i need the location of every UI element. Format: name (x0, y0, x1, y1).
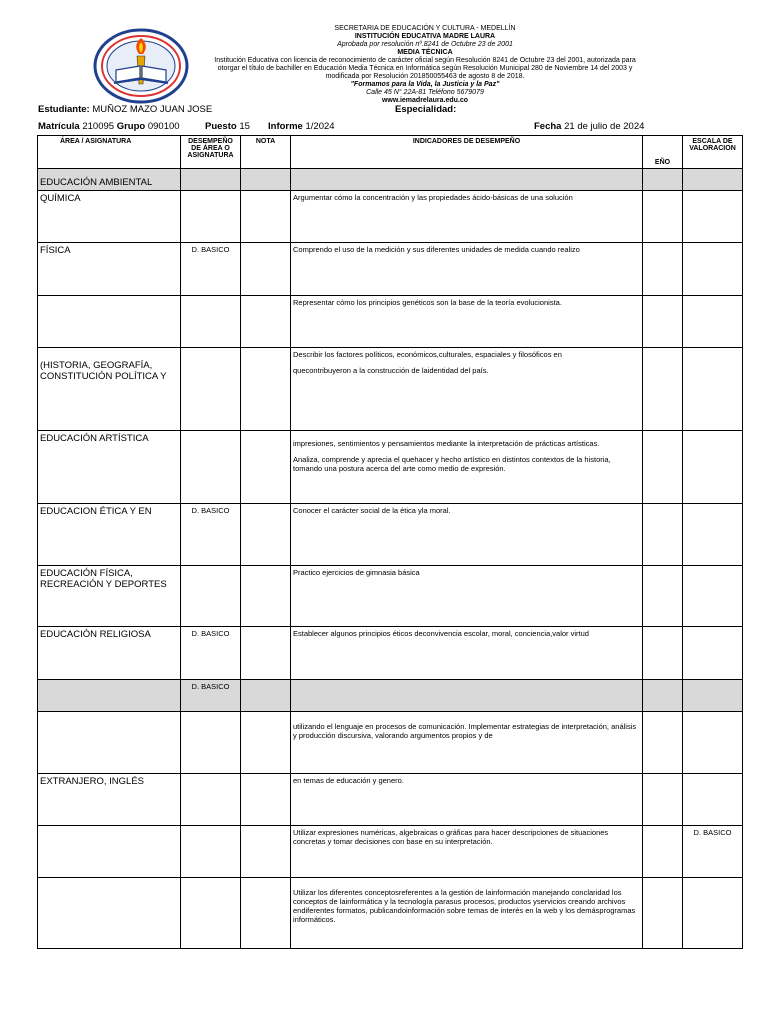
header-line: "Formamos para la Vida, la Justicia y la Paz" (350, 81, 500, 88)
escala-cell (683, 774, 743, 826)
eno-cell (643, 627, 683, 680)
indicator-text: Establecer algunos principios éticos deconvivencia escolar, moral, conciencia,valor virtud (293, 629, 589, 638)
nota-cell (241, 504, 291, 566)
escala-cell (683, 680, 743, 712)
indicadores-cell (291, 627, 643, 680)
table-row (38, 627, 743, 680)
header-line: Calle 45 N° 22A-81 Teléfono 5679079 (366, 89, 484, 96)
eno-cell (643, 504, 683, 566)
area-cell: QUÍMICA (38, 191, 181, 243)
indicadores-cell (291, 826, 643, 878)
eno-cell (643, 431, 683, 504)
indicator-text: Argumentar cómo la concentración y las propiedades ácido-básicas de una solución (293, 193, 573, 202)
indicator-text: en temas de educación y genero. (293, 776, 404, 785)
indicator-text: Utilizar expresiones numéricas, algebraicas o gráficas para hacer descripciones de situaciones concretas y tomar decisiones con base en su interpretación. (293, 828, 609, 846)
header-area: ÁREA / ASIGNATURA (38, 136, 181, 169)
header-line: otorgar el título de bachiller en Educación Media Técnica en Informática según Resolución Municipal 280 de Noviembre 14 del 2003 y (217, 65, 633, 72)
indicadores-cell (291, 191, 643, 243)
desempeno-cell: D. BASICO (181, 504, 241, 566)
indicator-text: impresiones, sentimientos y pensamientos mediante la interpretación de prácticas artísticas. (293, 439, 600, 448)
desempeno-cell (181, 431, 241, 504)
indicator-text: Comprendo el uso de la medición y sus diferentes unidades de medida cuando realizo (293, 245, 580, 254)
escala-cell (683, 566, 743, 627)
indicator-text: quecontribuyeron a la construcción de laidentidad del país. (293, 366, 489, 375)
header-line: INSTITUCIÓN EDUCATIVA MADRE LAURA (354, 33, 496, 40)
matricula-line (38, 121, 180, 132)
header-line: modificada por Resolución 201850055463 de agosto 8 de 2018. (325, 73, 525, 80)
desempeno-cell (181, 566, 241, 627)
estudiante-label: Estudiante: (38, 104, 90, 115)
eno-cell (643, 348, 683, 431)
escala-cell (683, 878, 743, 949)
area-cell: FÍSICA (38, 243, 181, 296)
eno-cell (643, 191, 683, 243)
nota-cell (241, 878, 291, 949)
nota-cell (241, 712, 291, 774)
puesto-line (205, 121, 250, 132)
eno-cell (643, 878, 683, 949)
indicator-text: Analiza, comprende y aprecia el quehacer y hecho artístico en distintos contextos de la historia, tomando una postura acerca del arte como medio de expresión. (293, 455, 611, 473)
grupo-value: 090100 (147, 121, 180, 132)
nota-cell (241, 243, 291, 296)
eno-cell (643, 296, 683, 348)
table-row (38, 169, 743, 191)
nota-cell (241, 296, 291, 348)
desempeno-cell (181, 826, 241, 878)
fecha-label: Fecha (534, 121, 562, 132)
indicadores-cell (291, 348, 643, 431)
table-header-row (38, 136, 743, 169)
escala-cell: D. BASICO (683, 826, 743, 878)
indicadores-cell (291, 243, 643, 296)
area-cell (38, 680, 181, 712)
indicadores-cell (291, 296, 643, 348)
table-row (38, 826, 743, 878)
informe-value: 1/2024 (305, 121, 335, 132)
area-cell: EXTRANJERO, INGLÉS (38, 774, 181, 826)
area-cell (38, 712, 181, 774)
nota-cell (241, 348, 291, 431)
indicadores-cell (291, 712, 643, 774)
indicator-text: Representar cómo los principios genéticos son la base de la teoría evolucionista. (293, 298, 562, 307)
table-row (38, 296, 743, 348)
header-eno: EÑO (643, 136, 683, 169)
escala-cell (683, 712, 743, 774)
especialidad-label: Especialidad: (395, 104, 457, 115)
eno-cell (643, 774, 683, 826)
informe-line (268, 121, 335, 132)
eno-cell (643, 243, 683, 296)
indicator-text: Describir los factores políticos, económicos,culturales, espaciales y filosóficos en (293, 350, 562, 359)
indicator-text: Practico ejercicios de gimnasia básica (293, 568, 420, 577)
desempeno-cell (181, 774, 241, 826)
eno-cell (643, 680, 683, 712)
table-row (38, 431, 743, 504)
institution-header (180, 25, 670, 105)
eno-cell (643, 566, 683, 627)
fecha-value: 21 de julio de 2024 (564, 121, 645, 132)
header-line: Aprobada por resolución nº.8241 de Octubre 23 de 2001 (337, 41, 513, 48)
desempeno-cell: D. BASICO (181, 680, 241, 712)
eno-cell (643, 712, 683, 774)
header-line: SECRETARIA DE EDUCACIÓN Y CULTURA - MEDELLÍN (334, 25, 516, 32)
nota-cell (241, 627, 291, 680)
area-cell (38, 296, 181, 348)
header-line: MEDIA TÉCNICA (397, 49, 453, 56)
student-line (38, 104, 212, 115)
nota-cell (241, 566, 291, 627)
table-row (38, 191, 743, 243)
area-cell: EDUCACIÓN ARTÍSTICA (38, 431, 181, 504)
header-desempeno: DESEMPEÑO DE ÁREA O ASIGNATURA (181, 136, 241, 169)
header-line: Institución Educativa con licencia de reconocimiento de carácter oficial según Resolución 8241 de Octubre 23 del 2001, autorizada para (214, 57, 636, 64)
indicator-text: Utilizar los diferentes conceptosreferentes a la gestión de lainformación manejando conclaridad los conceptos de lainformática y la tecnología parasus procesos, productos yservicios creando archivos endiferentes formatos, publicandoinformación sobre temas de interés en la web y los demásprogramas informáticos. (293, 888, 636, 924)
area-cell: EDUCACION ÉTICA Y EN (38, 504, 181, 566)
indicadores-cell (291, 431, 643, 504)
area-cell: (HISTORIA, GEOGRAFÍA, CONSTITUCIÓN POLÍTICA Y (38, 348, 181, 431)
desempeno-cell: D. BASICO (181, 627, 241, 680)
fecha-line (534, 121, 644, 132)
table-row (38, 566, 743, 627)
escala-cell (683, 169, 743, 191)
indicadores-cell (291, 169, 643, 191)
grupo-label: Grupo (116, 121, 146, 132)
area-cell (38, 826, 181, 878)
table-row (38, 504, 743, 566)
desempeno-cell (181, 296, 241, 348)
nota-cell (241, 774, 291, 826)
table-row (38, 712, 743, 774)
informe-label: Informe (268, 121, 303, 132)
header-indicadores: INDICADORES DE DESEMPEÑO (291, 136, 643, 169)
escala-cell (683, 348, 743, 431)
nota-cell (241, 680, 291, 712)
desempeno-cell: D. BASICO (181, 243, 241, 296)
desempeno-cell (181, 348, 241, 431)
indicator-text: utilizando el lenguaje en procesos de comunicación. Implementar estrategias de interpretación, análisis y producción discursiva, valorando argumentos propios y de (293, 722, 637, 740)
grades-table (37, 135, 743, 949)
table-row (38, 243, 743, 296)
matricula-value: 210095 (82, 121, 115, 132)
table-row (38, 878, 743, 949)
area-cell (38, 878, 181, 949)
matricula-label: Matrícula (38, 121, 80, 132)
escala-cell (683, 431, 743, 504)
area-cell: EDUCACIÓN RELIGIOSA (38, 627, 181, 680)
nota-cell (241, 169, 291, 191)
escala-cell (683, 627, 743, 680)
school-seal-logo (92, 26, 190, 106)
desempeno-cell (181, 878, 241, 949)
desempeno-cell (181, 712, 241, 774)
nota-cell (241, 826, 291, 878)
especialidad-line (395, 104, 456, 115)
header-escala: ESCALA DE VALORACION (683, 136, 743, 169)
nota-cell (241, 191, 291, 243)
estudiante-value: MUÑOZ MAZO JUAN JOSE (92, 104, 213, 115)
puesto-value: 15 (239, 121, 250, 132)
eno-cell (643, 169, 683, 191)
indicadores-cell (291, 680, 643, 712)
escala-cell (683, 243, 743, 296)
area-cell: EDUCACIÓN AMBIENTAL (38, 169, 181, 191)
indicadores-cell (291, 566, 643, 627)
escala-cell (683, 504, 743, 566)
table-row (38, 680, 743, 712)
escala-cell (683, 296, 743, 348)
desempeno-cell (181, 191, 241, 243)
area-cell: EDUCACIÓN FÍSICA, RECREACIÓN Y DEPORTES (38, 566, 181, 627)
indicator-text: Conocer el carácter social de la ética yla moral. (293, 506, 451, 515)
header-line: www.iemadrelaura.edu.co (381, 97, 469, 104)
eno-cell (643, 826, 683, 878)
indicadores-cell (291, 774, 643, 826)
escala-cell (683, 191, 743, 243)
desempeno-cell (181, 169, 241, 191)
indicadores-cell (291, 878, 643, 949)
nota-cell (241, 431, 291, 504)
puesto-label: Puesto (205, 121, 237, 132)
indicadores-cell (291, 504, 643, 566)
table-row (38, 774, 743, 826)
header-nota: NOTA (241, 136, 291, 169)
table-row (38, 348, 743, 431)
